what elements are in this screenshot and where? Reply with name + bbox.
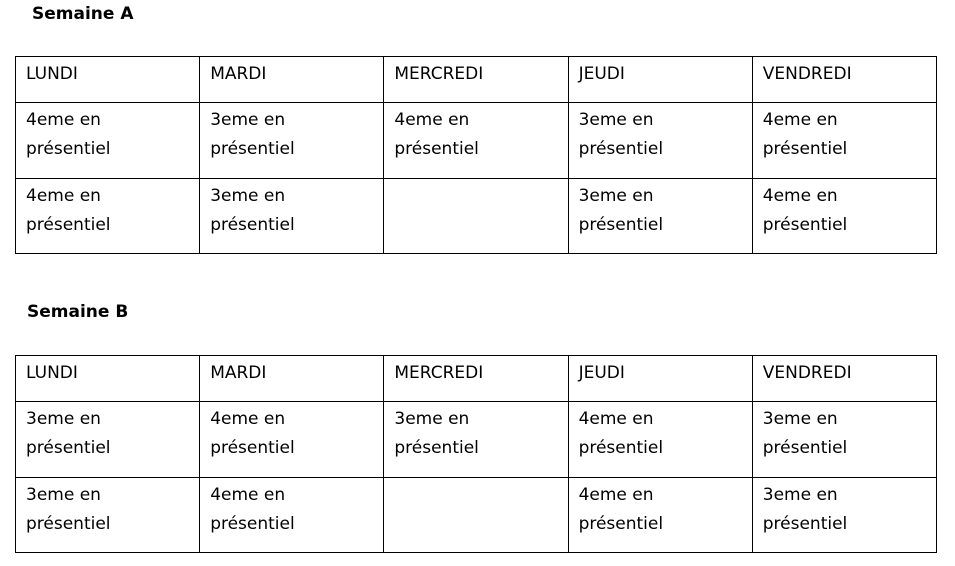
cell-line-2: présentiel bbox=[762, 438, 848, 458]
cell-line-1: 4eme en bbox=[762, 110, 838, 130]
cell-line-1: 4eme en bbox=[26, 186, 101, 206]
section-title-semaine-b: Semaine B bbox=[27, 302, 129, 322]
header-cell bbox=[16, 356, 200, 402]
cell-line-1: 3eme en bbox=[210, 110, 286, 130]
schedule-table-semaine-a bbox=[15, 56, 937, 254]
cell-line-1: 4eme en bbox=[394, 110, 470, 130]
cell-line-1: 4eme en bbox=[210, 485, 286, 505]
header-jeudi: JEUDI bbox=[578, 363, 625, 383]
cell-line-2: présentiel bbox=[762, 139, 848, 159]
cell-line-2: présentiel bbox=[210, 514, 295, 534]
table-cell bbox=[752, 179, 936, 254]
table-cell bbox=[200, 402, 384, 478]
table-cell-empty bbox=[384, 478, 568, 553]
header-lundi: LUNDI bbox=[26, 363, 78, 383]
cell-line-1: 3eme en bbox=[762, 409, 838, 429]
cell-line-2: présentiel bbox=[762, 514, 848, 534]
schedule-table-semaine-b bbox=[15, 355, 937, 553]
cell-line-1: 3eme en bbox=[578, 110, 654, 130]
table-cell bbox=[568, 103, 752, 179]
cell-line-1: 4eme en bbox=[578, 485, 654, 505]
header-vendredi: VENDREDI bbox=[762, 363, 852, 383]
cell-line-2: présentiel bbox=[210, 438, 295, 458]
table-header-row bbox=[16, 356, 937, 402]
cell-line-1: 3eme en bbox=[578, 186, 654, 206]
cell-line-2: présentiel bbox=[26, 514, 111, 534]
table-cell bbox=[752, 478, 936, 553]
header-cell bbox=[384, 356, 568, 402]
cell-line-1: 3eme en bbox=[210, 186, 286, 206]
header-mardi: MARDI bbox=[210, 64, 267, 84]
table-cell bbox=[568, 478, 752, 553]
table-row bbox=[16, 103, 937, 179]
header-mercredi: MERCREDI bbox=[394, 64, 484, 84]
header-cell bbox=[752, 356, 936, 402]
cell-line-1: 4eme en bbox=[26, 110, 101, 130]
table-header-row bbox=[16, 57, 937, 103]
section-title-semaine-a: Semaine A bbox=[32, 4, 134, 24]
table-cell bbox=[384, 402, 568, 478]
header-vendredi: VENDREDI bbox=[762, 64, 852, 84]
table-cell bbox=[16, 478, 200, 553]
cell-line-2: présentiel bbox=[210, 215, 295, 235]
cell-line-1: 4eme en bbox=[762, 186, 838, 206]
header-cell bbox=[200, 57, 384, 103]
header-lundi: LUNDI bbox=[26, 64, 78, 84]
cell-line-1: 4eme en bbox=[578, 409, 654, 429]
table-cell bbox=[384, 103, 568, 179]
cell-line-1: 3eme en bbox=[26, 485, 101, 505]
table-cell bbox=[200, 478, 384, 553]
cell-line-2: présentiel bbox=[26, 215, 111, 235]
table-cell bbox=[752, 103, 936, 179]
table-cell bbox=[568, 402, 752, 478]
cell-line-2: présentiel bbox=[26, 139, 111, 159]
cell-line-2: présentiel bbox=[26, 438, 111, 458]
table-row bbox=[16, 179, 937, 254]
header-mercredi: MERCREDI bbox=[394, 363, 484, 383]
cell-line-1: 3eme en bbox=[762, 485, 838, 505]
cell-line-2: présentiel bbox=[578, 514, 664, 534]
table-row bbox=[16, 478, 937, 553]
cell-line-1: 3eme en bbox=[394, 409, 470, 429]
cell-line-2: présentiel bbox=[394, 438, 479, 458]
header-cell bbox=[384, 57, 568, 103]
header-mardi: MARDI bbox=[210, 363, 267, 383]
cell-line-1: 3eme en bbox=[26, 409, 101, 429]
cell-line-2: présentiel bbox=[578, 139, 664, 159]
cell-line-2: présentiel bbox=[578, 438, 664, 458]
table-cell bbox=[200, 103, 384, 179]
cell-line-2: présentiel bbox=[578, 215, 664, 235]
header-cell bbox=[568, 57, 752, 103]
header-cell bbox=[200, 356, 384, 402]
table-cell bbox=[16, 402, 200, 478]
cell-line-1: 4eme en bbox=[210, 409, 286, 429]
table-cell bbox=[568, 179, 752, 254]
table-row bbox=[16, 402, 937, 478]
cell-line-2: présentiel bbox=[762, 215, 848, 235]
cell-line-2: présentiel bbox=[210, 139, 295, 159]
table-cell-empty bbox=[384, 179, 568, 254]
cell-line-2: présentiel bbox=[394, 139, 479, 159]
table-cell bbox=[200, 179, 384, 254]
header-jeudi: JEUDI bbox=[578, 64, 625, 84]
table-cell bbox=[752, 402, 936, 478]
header-cell bbox=[752, 57, 936, 103]
header-cell bbox=[568, 356, 752, 402]
header-cell bbox=[16, 57, 200, 103]
table-cell bbox=[16, 179, 200, 254]
table-cell bbox=[16, 103, 200, 179]
